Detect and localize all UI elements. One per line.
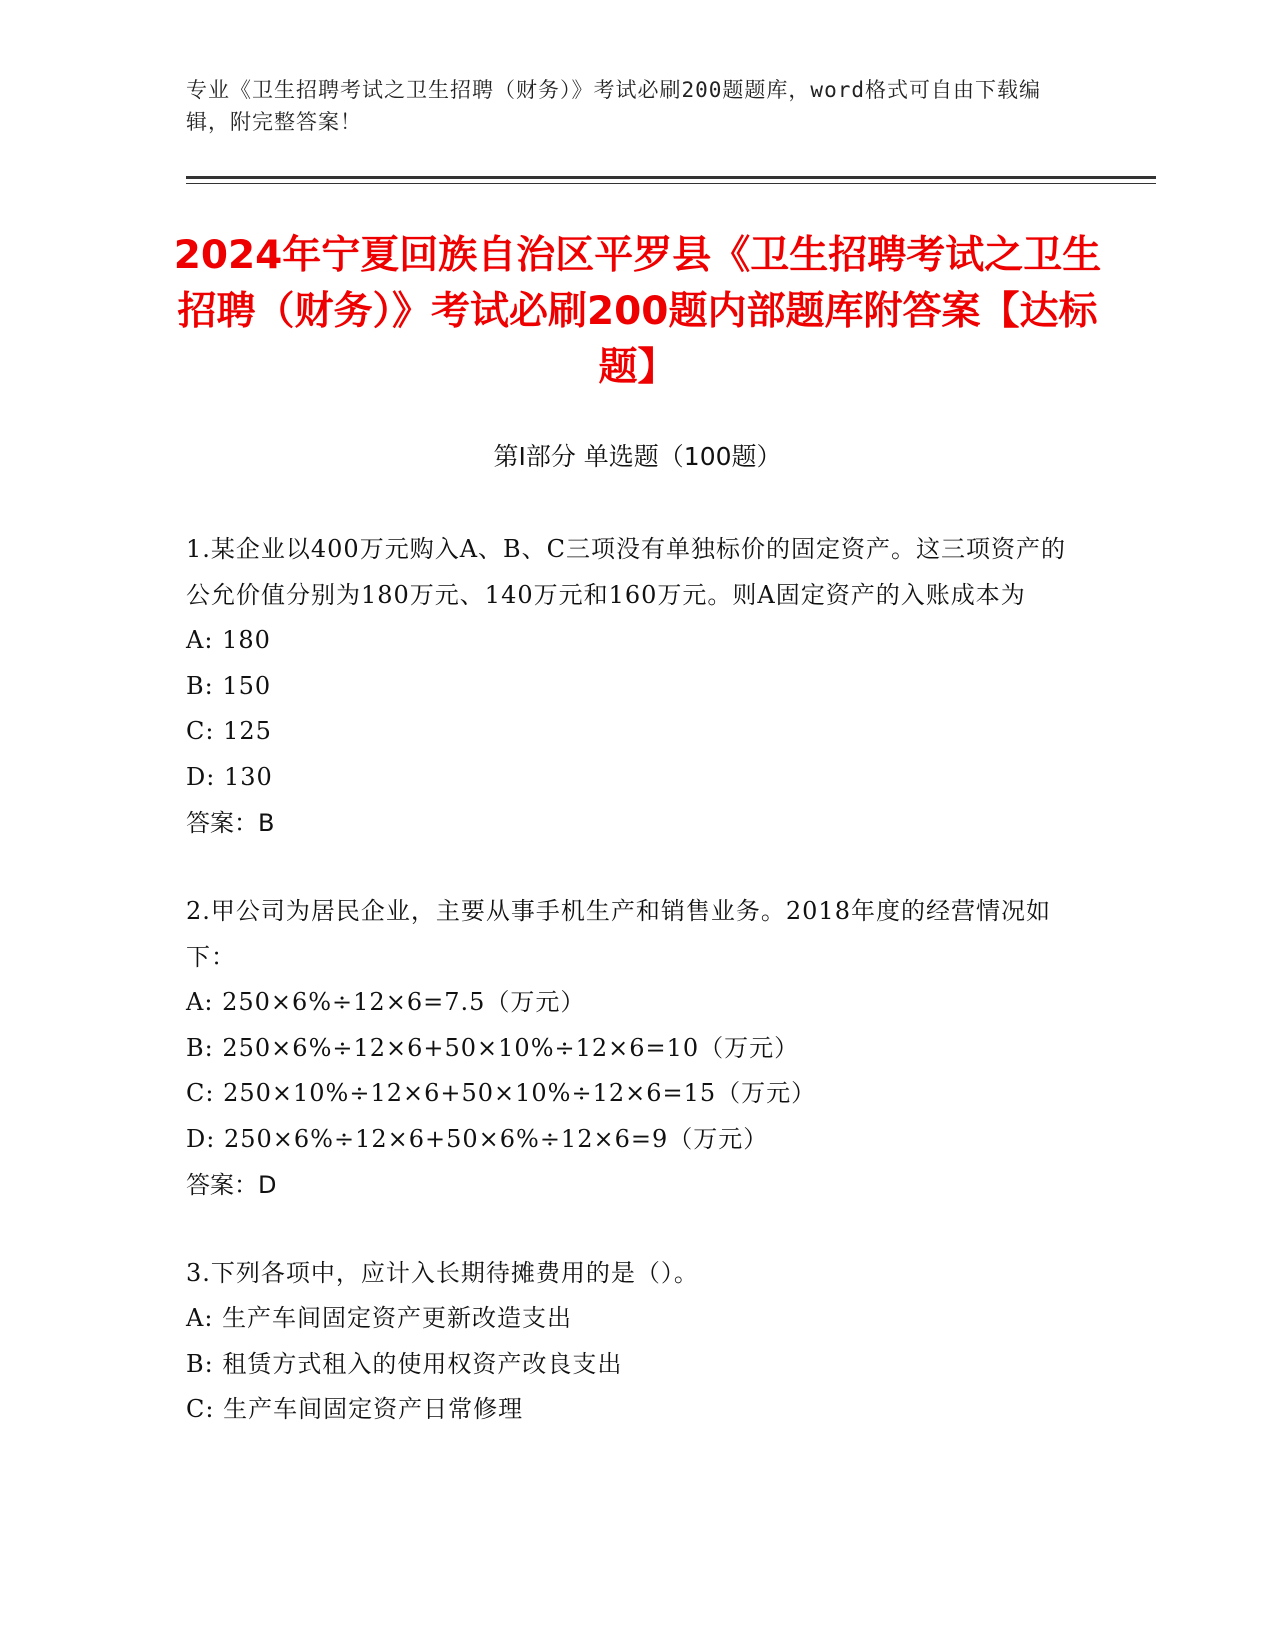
answer-option xyxy=(186,980,1086,1026)
answer-option xyxy=(186,1342,1086,1388)
option-letter: C: xyxy=(186,1395,215,1423)
question-stem: 1.某企业以400万元购入A、B、C三项没有单独标价的固定资产。这三项资产的公允价值分别为180万元、140万元和160万元。则A固定资产的入账成本为 xyxy=(186,535,1067,609)
option-text: 250×6%÷12×6=7.5（万元） xyxy=(222,988,586,1016)
option-text: 150 xyxy=(222,671,272,700)
question-item xyxy=(186,1250,1086,1433)
option-letter: B: xyxy=(186,671,214,700)
answer-option xyxy=(186,1387,1086,1433)
answer-option xyxy=(186,1117,1086,1163)
question-item xyxy=(186,526,1086,846)
option-text: 生产车间固定资产更新改造支出 xyxy=(222,1304,573,1332)
answer-option xyxy=(186,755,1086,801)
option-letter: A: xyxy=(186,1304,214,1332)
header-divider-thick xyxy=(186,176,1156,179)
answer-option xyxy=(186,1071,1086,1117)
answer-option xyxy=(186,709,1086,755)
header-note: 专业《卫生招聘考试之卫生招聘（财务）》考试必刷200题题库，word格式可自由下载编辑，附完整答案！ xyxy=(186,78,1041,134)
option-letter: D: xyxy=(186,1124,216,1153)
option-text: 180 xyxy=(222,626,271,654)
option-text: 250×10%÷12×6+50×10%÷12×6=15（万元） xyxy=(223,1079,817,1107)
option-letter: A: xyxy=(186,626,214,654)
document-title: 2024年宁夏回族自治区平罗县《卫生招聘考试之卫生招聘（财务）》考试必刷200题内部题库附答案【达标题】 xyxy=(173,233,1102,390)
option-text: 租赁方式租入的使用权资产改良支出 xyxy=(222,1349,623,1378)
option-letter: A: xyxy=(186,988,214,1016)
option-text: 生产车间固定资产日常修理 xyxy=(223,1395,524,1423)
question-list xyxy=(186,526,1086,1475)
option-letter: D: xyxy=(186,762,216,791)
question-stem: 3.下列各项中，应计入长期待摊费用的是（）。 xyxy=(186,1259,699,1287)
answer-key: 答案：D xyxy=(186,1171,277,1199)
header-divider-thin xyxy=(186,183,1156,184)
option-letter: C: xyxy=(186,1079,215,1107)
section-heading: 第Ⅰ部分 单选题（100题） xyxy=(493,442,782,471)
option-text: 250×6%÷12×6+50×6%÷12×6=9（万元） xyxy=(223,1124,769,1153)
option-letter: C: xyxy=(186,717,215,745)
question-stem: 2.甲公司为居民企业，主要从事手机生产和销售业务。2018年度的经营情况如下： xyxy=(186,897,1051,971)
option-letter: B: xyxy=(186,1349,214,1378)
answer-option xyxy=(186,618,1086,664)
answer-option xyxy=(186,1026,1086,1072)
question-item xyxy=(186,888,1086,1208)
option-letter: B: xyxy=(186,1033,214,1062)
answer-option xyxy=(186,1296,1086,1342)
answer-option xyxy=(186,664,1086,710)
option-text: 125 xyxy=(223,717,272,745)
option-text: 130 xyxy=(223,762,273,791)
answer-key: 答案：B xyxy=(186,809,275,837)
option-text: 250×6%÷12×6+50×10%÷12×6=10（万元） xyxy=(222,1033,800,1062)
